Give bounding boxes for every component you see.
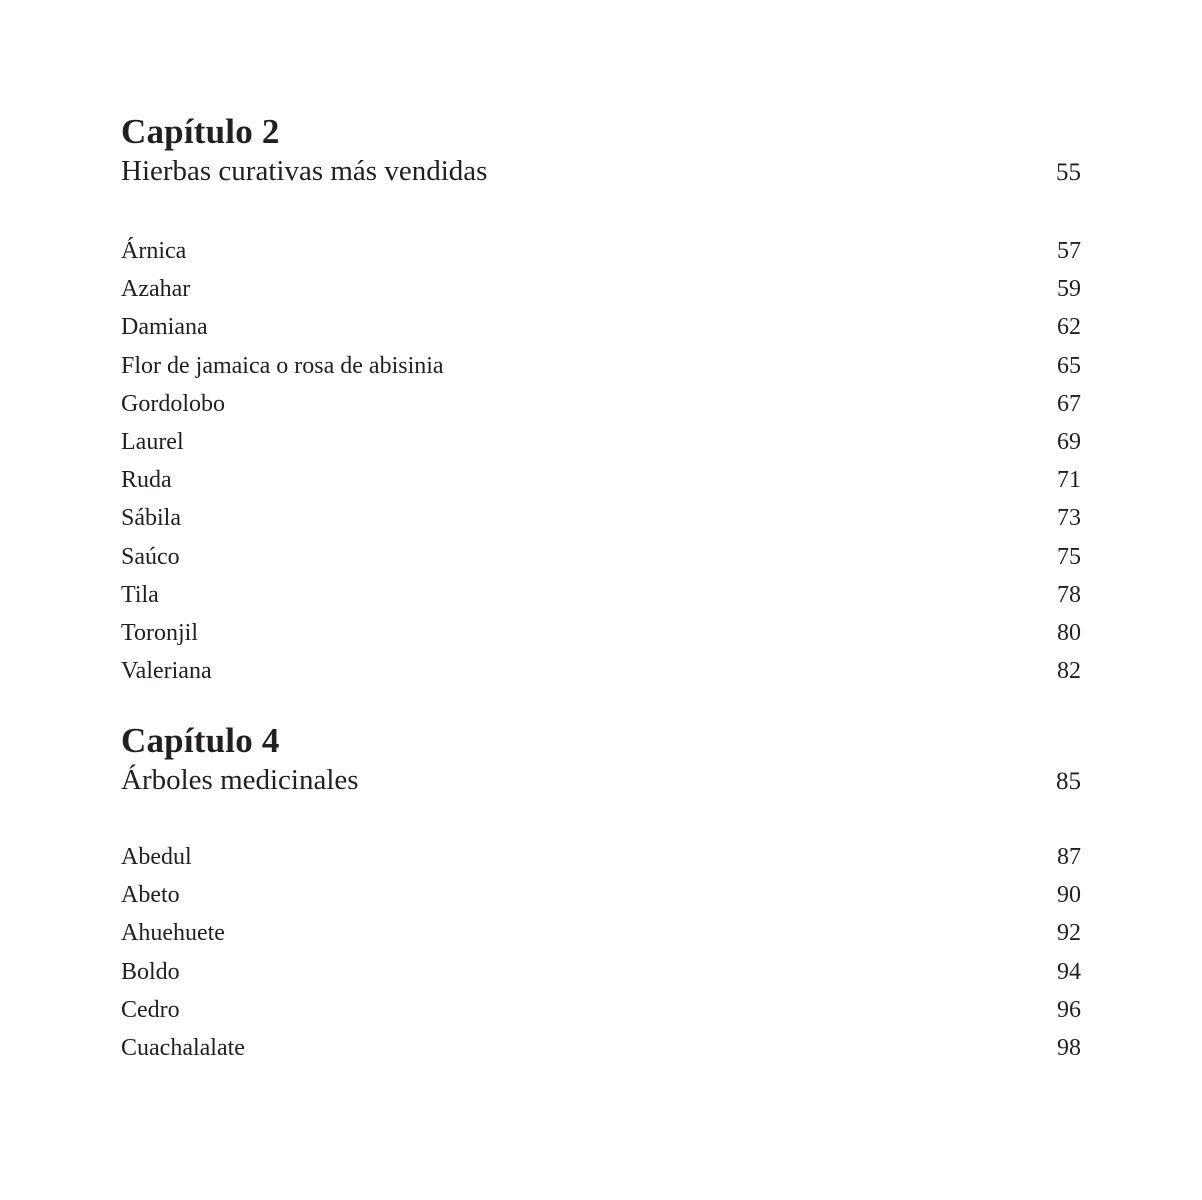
entry-title: Abedul: [121, 844, 192, 870]
entry-title: Árnica: [121, 238, 187, 264]
entry-page-number: 87: [1057, 844, 1081, 870]
toc-entry[interactable]: [121, 538, 1081, 576]
entry-title: Ahuehuete: [121, 920, 225, 947]
entry-title: Sábila: [121, 505, 181, 532]
entry-title: Cedro: [121, 996, 180, 1023]
entry-page-number: 73: [1057, 505, 1081, 532]
entry-title: Cuachalalate: [121, 1034, 245, 1061]
chapter-2-header: [121, 113, 1081, 191]
toc-entry[interactable]: [121, 423, 1081, 461]
toc-entry[interactable]: [121, 914, 1081, 952]
entry-page-number: 98: [1057, 1034, 1081, 1061]
entry-page-number: 94: [1057, 958, 1081, 985]
entry-title: Abeto: [121, 882, 180, 909]
toc-entry[interactable]: [121, 838, 1081, 876]
toc-entry[interactable]: [121, 270, 1081, 308]
toc-entry[interactable]: [121, 461, 1081, 499]
entry-title: Boldo: [121, 958, 180, 985]
entry-title: Laurel: [121, 428, 184, 455]
chapter-subtitle: Hierbas curativas más vendidas: [121, 155, 488, 187]
entry-page-number: 92: [1057, 920, 1081, 947]
chapter-page-number: 85: [1056, 768, 1081, 795]
chapter-subtitle: Árboles medicinales: [121, 764, 359, 796]
chapter-page-number: 55: [1056, 159, 1081, 186]
toc-entry[interactable]: [121, 991, 1081, 1029]
entry-page-number: 59: [1057, 276, 1081, 303]
toc-entry[interactable]: [121, 347, 1081, 385]
toc-entry[interactable]: [121, 953, 1081, 991]
entry-page-number: 82: [1057, 658, 1081, 685]
entry-page-number: 80: [1057, 619, 1081, 646]
toc-entry[interactable]: [121, 614, 1081, 652]
entry-title: Gordolobo: [121, 390, 225, 417]
entry-title: Azahar: [121, 276, 191, 303]
entry-title: Ruda: [121, 467, 172, 494]
entry-page-number: 96: [1057, 996, 1081, 1023]
entry-page-number: 62: [1057, 314, 1081, 341]
chapter-4-header: [121, 722, 1081, 800]
toc-entry[interactable]: [121, 232, 1081, 270]
entry-page-number: 90: [1057, 882, 1081, 909]
toc-entry[interactable]: [121, 576, 1081, 614]
entry-page-number: 57: [1057, 238, 1081, 264]
toc-entry[interactable]: [121, 308, 1081, 346]
toc-entry[interactable]: [121, 1029, 1081, 1067]
entry-page-number: 75: [1057, 543, 1081, 570]
toc-entry[interactable]: [121, 499, 1081, 537]
chapter-4-entries: [121, 838, 1081, 1067]
entry-page-number: 69: [1057, 428, 1081, 455]
chapter-heading: Capítulo 2: [121, 112, 280, 151]
entry-title: Valeriana: [121, 658, 212, 685]
chapter-2-entries: [121, 232, 1081, 690]
chapter-heading: Capítulo 4: [121, 721, 280, 760]
entry-page-number: 78: [1057, 581, 1081, 608]
entry-title: Toronjil: [121, 619, 198, 646]
chapter-subtitle-row[interactable]: [121, 760, 1081, 800]
chapter-subtitle-row[interactable]: [121, 151, 1081, 191]
entry-title: Tila: [121, 581, 159, 608]
toc-entry[interactable]: [121, 652, 1081, 690]
toc-entry[interactable]: [121, 385, 1081, 423]
toc-entry[interactable]: [121, 876, 1081, 914]
entry-title: Flor de jamaica o rosa de abisinia: [121, 352, 444, 379]
entry-page-number: 65: [1057, 352, 1081, 379]
entry-page-number: 67: [1057, 390, 1081, 417]
entry-title: Saúco: [121, 543, 180, 570]
entry-page-number: 71: [1057, 467, 1081, 494]
entry-title: Damiana: [121, 314, 208, 341]
